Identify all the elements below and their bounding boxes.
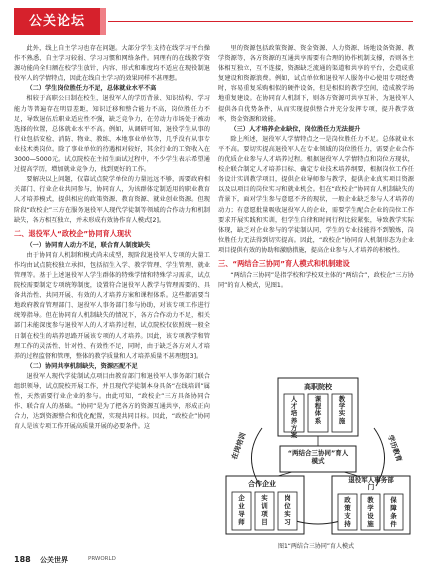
top-box-label: 教学实施	[338, 395, 346, 425]
right-box-label: 政策支持	[344, 496, 351, 528]
footer	[0, 551, 427, 571]
subheading: （二）学生岗位胜任力不足，总体就业水平不高	[26, 85, 157, 93]
arc-right-label: 学历教育	[386, 433, 404, 463]
magazine-name-en: PRWORLD	[88, 556, 116, 562]
top-box-label: 人才培养方案	[290, 395, 298, 440]
paragraph: “两结合三协同”是指学校和学校双主体的“两结合”，政校企“三方协同”的育人模式，见图1。	[218, 271, 414, 290]
figure-diagram	[222, 376, 414, 538]
badge-stripe	[100, 8, 106, 35]
section-badge: 公关论坛	[14, 8, 100, 35]
paragraph: 相较于高职公日制在校生，退役军人的学历背景、知识结构、学习能力等普遍存在明显差距，知识迁移和整合能力不高，岗位胜任力不足，导致退伍后职业适应性不强，缺乏竞争力，在劳动力市场处于被动选择的位置，总体就业水平不高。例如，从调研可知，退役学生从事的行业包括安检、消防、物业、教练、本地事业单位等，几乎没有从事专业技术类岗位。除了事业单位的待遇相对较好，其余行业的工资收入在3000—5000元。试点院校在主招生面试过程中，不少学生表示希望通过提高学历，增加就业竞争力，找到更好的工作。	[14, 95, 210, 174]
left-column	[14, 44, 210, 432]
paragraph: 此外，线上自主学习也存在问题。大部分学生支持在线学习平台操作不熟悉、自主学习较弱、学习习惯和网络条件。同理有的在线教学资源功能尚全归额在校学生放针，内容、形式和难度均不适应在现役制退役军人的学情特点，因此在线自主学习的效果同样不甚理想。	[14, 45, 210, 83]
header-bar	[0, 0, 427, 40]
paragraph: 退役军人现代学徒制试点项目由教育部门和退役军人事务部门联合组织领导，试点院校开展工作，并且现代学徒制本身具备“在线培训”属性，天然需要行业企业的参与。由此可知，“政校企”三方具备协同合作、联合育人的基础。“协同”是为了把各方的资源互通共享，形成正向合力，达到资源整合和优化配置，实现共同目标。因此，“政校企”协同育人是该专项工作开展高质量开展的必要条件。这	[14, 372, 210, 431]
connector	[278, 472, 292, 476]
right-group-title: 退役军人事务部门	[348, 476, 394, 491]
top-box-label: 课程体系	[314, 395, 322, 425]
top-boxes	[284, 394, 352, 440]
section-heading: 二、退役军人“政校企”协同育人现状	[14, 228, 132, 238]
magazine-name: 公关世界	[40, 556, 68, 564]
left-group-title: 合作企业	[248, 480, 276, 488]
left-box-label: 实训项目	[261, 494, 268, 526]
header-rule	[108, 21, 413, 22]
paragraph: 里的资源包括政策资源、资金资源、人力资源、场地设备资源、教学资源等，各方资源的互通共享需要有合理的协作机制支撑，否则各主体相互独立，互不连接，资源缺乏流通的渠道和共享的平台，会造成重复建设和资源浪费。例如，试点单位和退役军人服务中心使用专项经费时，容易重复采购相似的硬件设备，但是相似的教学空间，造成教学场地重复建设。在协同育人机制下，则各方资源可共享互补，为退役军人提供各自优势条件，从而实现提供整合并充分发挥专项，提升教学效率，资金资源和效能。	[218, 45, 414, 123]
right-column	[218, 44, 414, 291]
left-box-label: 企业导师	[238, 494, 245, 526]
paragraph: 要解决以上问题，仅靠试点院学单位的力量远远不够，需要政府相关部门、行业企业共同参与，协同育人，为该群体定制适用的职业教育人才培养模式，提供相应的政策资源、教育资源、就业创业资源。但现阶段“政校企”三方在服务退役军人现代学徒制等领域的合作动力和机制缺失，各方相互独立，并未形成有效协作育人模式[2]。	[14, 176, 210, 224]
paragraph: 除上所述，退役军人学情特点之一是岗位胜任力不足。总体就业水平不高。要切实提高退役军人在专业领域的岗位胜任力，需要企业合作的优质企业参与人才培养过程。根据退役军人学情特点和岗位方现状，校企联合制定人才培养目标、确定专业技术培养纲要，根据岗位工作任务设计实训教学项目，提供企业导师参与教学，提供企业真实项目资源以及以项目的岗位实习和就业机会。但在“政校企”协同育人机制缺失的背景下，面对学生参与意愿不齐的现状，一般企业缺乏参与人才培养的动力；有意愿批量吸收退役军人的企业，需要学生配合企业的岗位工作要求开展实践和实训，但学生自律和时间行程比较紧张，导致教学实际体现，缺乏对企业参与的学徒制认同，学生的专业技能得不到锻炼，岗位胜任力无法得到切实提高。因此，“政校企”协同育人机制形态为企业项目提供有效的协助和激励措施，提高企业参与人才培养的积极性。	[218, 135, 414, 254]
page-number: 188	[14, 555, 31, 564]
arc-left	[251, 428, 262, 486]
right-box-label: 保障条件	[390, 496, 397, 528]
arc-left-label: 在岗培训	[230, 431, 248, 461]
figure-caption: 图1“两结合三协同”育人模式	[277, 543, 355, 550]
subheading: （三）人才培养企业缺位，岗位胜任力无法提升	[230, 125, 361, 133]
paragraph: 由于协同育人机制和模式尚未成型，现阶段退役军人专项的大量工作均由试点院校独立承担，包括招生入学、教学管理、学生管理、就业管理等。基于上述退役军人学生群体的特殊学情和特殊学习需求，试点院校需要制定专项统筹制度，设置符合退役军人教学与管理需要的、具备共治性、共同开展、有效的人才培养方案和课程体系。这些都需要当地政府教育管理部门、退役军人事务部门参与协助，对该专项工作进行统筹指导。但在协同育人机制缺失的情况下，各方合作动力不足，相关部门未能深度参与退役军人的人才培养过程，试点院校仅依照统一般全日制在校生的培养思路开展该专项的人才培养。因此，该专项教学和管理工作的灵活性、针对性、有效性不足，同时，由于缺乏各方对人才培养的过程监督和管理，整体的教学质量和人才培养质量不甚理想[3]。	[14, 251, 210, 360]
top-group-title: 高职院校	[304, 383, 332, 391]
left-box-label: 岗位实习	[284, 494, 291, 526]
center-label: “两结合三协同”育人模式	[287, 449, 349, 465]
section-heading: 三、“两结合三协同”育人模式和机制建设	[218, 258, 350, 268]
subheading: （一）协同育人动力不足，联合育人制度缺失	[26, 241, 151, 249]
right-box-label: 教学设施	[367, 496, 374, 528]
subheading: （二）协同共享机制缺失，资源匹配不足	[26, 362, 138, 370]
model-diagram	[222, 376, 414, 538]
